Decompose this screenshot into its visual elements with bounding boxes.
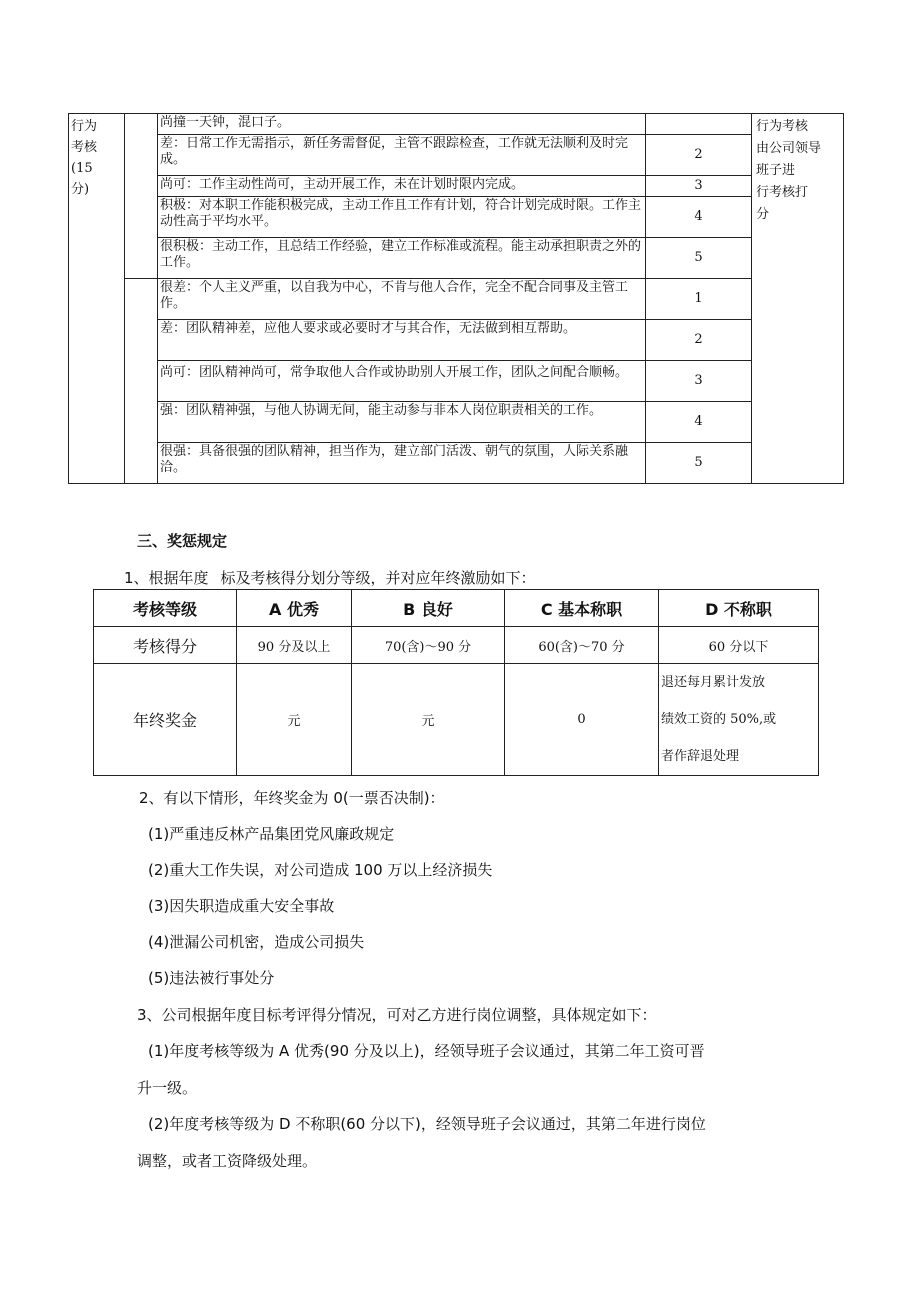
criteria-desc: 强：团队精神强，与他人协调无间，能主动参与非本人岗位职责相关的工作。	[158, 402, 646, 443]
bonus-cell: 0	[505, 664, 659, 776]
item3-sub1-line1: (1)年度考核等级为 A 优秀(90 分及以上)，经领导班子会议通过，其第二年工资可晋	[148, 1042, 705, 1060]
bonus-d-text: 退还每月累计发放 绩效工资的 50%,或 者作辞退处理	[661, 675, 777, 764]
item3-sub1-line2: 升一级。	[137, 1079, 198, 1097]
criteria-desc: 很积极：主动工作，且总结工作经验，建立工作标准或流程。能主动承担职责之外的工作。	[158, 238, 646, 279]
bonus-cell-d	[659, 664, 819, 776]
criteria-score: 4	[646, 197, 752, 238]
item1-part-a: 1、根据年度	[124, 569, 209, 587]
criteria-score: 5	[646, 443, 752, 484]
criteria-desc: 差：团队精神差，应他人要求或必要时才与其合作，无法做到相互帮助。	[158, 320, 646, 361]
criteria-score: 4	[646, 402, 752, 443]
criteria-score: 2	[646, 135, 752, 176]
score-cell: 60 分以下	[659, 627, 819, 664]
score-cell: 70(含)～90 分	[352, 627, 505, 664]
category-label: 行为 考核 (15 分)	[71, 119, 98, 197]
criteria-score: 3	[646, 361, 752, 402]
subcategory-cell-1	[125, 114, 158, 279]
criteria-score: 5	[646, 238, 752, 279]
criteria-score: 2	[646, 320, 752, 361]
bonus-row-label: 年终奖金	[94, 664, 237, 776]
criteria-desc: 积极：对本职工作能积极完成，主动工作且工作有计划，符合计划完成时限。工作主动性高于平均水平。	[158, 197, 646, 238]
criteria-desc: 很差：个人主义严重，以自我为中心，不肯与他人合作，完全不配合同事及主管工作。	[158, 279, 646, 320]
score-row-label: 考核得分	[94, 627, 237, 664]
item3-sub2-line1: (2)年度考核等级为 D 不称职(60 分以下)，经领导班子会议通过，其第二年进行岗位	[148, 1115, 706, 1133]
criteria-desc: 尚可：团队精神尚可，常争取他人合作或协助别人开展工作，团队之间配合顺畅。	[158, 361, 646, 402]
criteria-desc: 尚可：工作主动性尚可，主动开展工作，未在计划时限内完成。	[158, 176, 646, 197]
item3-sub2-line2: 调整，或者工资降级处理。	[137, 1152, 318, 1170]
criteria-score	[646, 114, 752, 135]
bonus-cell: 元	[237, 664, 352, 776]
behavior-table	[68, 113, 844, 484]
category-cell	[69, 114, 125, 484]
item2-list-item: (1)严重违反林产品集团党风廉政规定	[148, 825, 395, 843]
item2-list-item: (4)泄漏公司机密，造成公司损失	[148, 933, 365, 951]
grade-header: C 基本称职	[505, 590, 659, 627]
item2-list-item: (2)重大工作失误，对公司造成 100 万以上经济损失	[148, 861, 493, 879]
criteria-desc: 差：日常工作无需指示，新任务需督促，主管不跟踪检查，工作就无法顺利及时完成。	[158, 135, 646, 176]
item2-text: 2、有以下情形，年终奖金为 0(一票否决制)：	[139, 789, 445, 807]
section-title: 三、奖惩规定	[137, 532, 228, 550]
item2-list-item: (5)违法被行事处分	[148, 969, 275, 987]
item1-text	[124, 567, 536, 588]
grade-header: D 不称职	[659, 590, 819, 627]
criteria-desc: 很强：具备很强的团队精神，担当作为，建立部门活泼、朝气的氛围，人际关系融洽。	[158, 443, 646, 484]
grade-header: 考核等级	[94, 590, 237, 627]
criteria-desc: 尚撞一天钟，混口子。	[158, 114, 646, 135]
note-cell	[752, 114, 844, 484]
note-text: 行为考核 由公司领导 班子进 行考核打 分	[756, 119, 822, 222]
item3-text: 3、公司根据年度目标考评得分情况，可对乙方进行岗位调整，具体规定如下：	[137, 1006, 657, 1024]
grade-header: A 优秀	[237, 590, 352, 627]
score-cell: 60(含)～70 分	[505, 627, 659, 664]
criteria-score: 3	[646, 176, 752, 197]
subcategory-cell-2	[125, 279, 158, 484]
item2-list-item: (3)因失职造成重大安全事故	[148, 897, 335, 915]
item1-part-b: 标及考核得分划分等级，并对应年终激励如下：	[220, 569, 536, 587]
bonus-cell: 元	[352, 664, 505, 776]
grade-header: B 良好	[352, 590, 505, 627]
grade-table	[93, 589, 819, 776]
criteria-score: 1	[646, 279, 752, 320]
score-cell: 90 分及以上	[237, 627, 352, 664]
